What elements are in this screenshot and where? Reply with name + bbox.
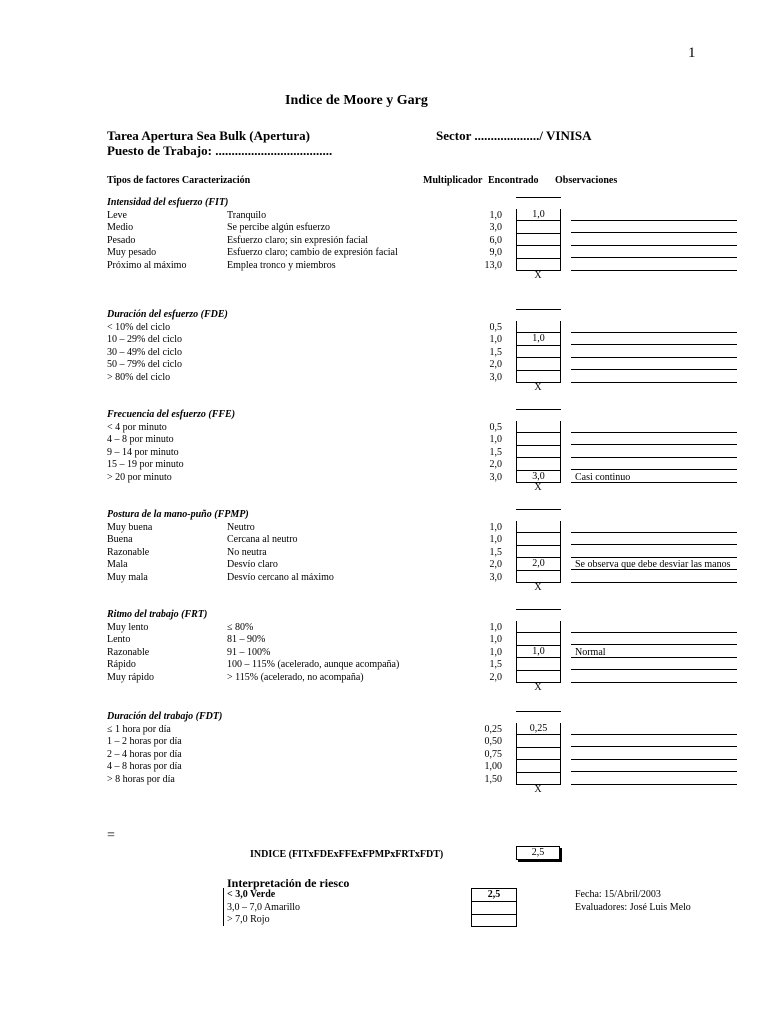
observation-line[interactable] <box>571 682 737 683</box>
section-title: Frecuencia del esfuerzo (FFE) <box>107 409 236 420</box>
factor-description: 81 – 90% <box>227 634 266 646</box>
observation-line[interactable] <box>571 382 737 383</box>
observation-line[interactable] <box>571 357 737 358</box>
observation-line[interactable] <box>571 532 737 533</box>
multiplier-value: 1,5 <box>489 659 502 671</box>
factor-description: Desvío cercano al máximo <box>227 571 334 583</box>
multiply-x-mark: X <box>534 582 542 593</box>
factor-label: Muy lento <box>107 622 149 633</box>
multiplier-value: 1,0 <box>489 334 502 346</box>
multiply-x-mark: X <box>534 784 542 795</box>
page-title: Indice de Moore y Garg <box>285 93 428 108</box>
multiplier-value: 3,0 <box>489 471 502 483</box>
multiplier-value: 0,75 <box>484 748 502 760</box>
found-cell[interactable] <box>516 646 561 658</box>
observation-line[interactable] <box>571 734 737 735</box>
multiplier-value: 0,5 <box>489 322 502 333</box>
multiplier-value: 1,00 <box>484 761 502 773</box>
observation-line[interactable] <box>571 746 737 747</box>
factor-description: Neutro <box>227 522 255 533</box>
found-cell[interactable] <box>516 658 561 670</box>
multiplier-value: 1,5 <box>489 446 502 458</box>
multiplier-value: 2,0 <box>489 559 502 571</box>
risk-value: 2,5 <box>472 889 516 902</box>
observation-line[interactable] <box>571 557 737 558</box>
observation-line[interactable] <box>571 432 737 433</box>
found-box-top <box>516 609 561 610</box>
multiplier-value: 1,0 <box>489 522 502 533</box>
column-header-multiplier: Multiplicador <box>423 175 483 186</box>
found-cell[interactable] <box>516 433 561 445</box>
found-cell[interactable] <box>516 221 561 233</box>
multiplier-value: 1,50 <box>484 773 502 785</box>
observation-line[interactable] <box>571 270 737 271</box>
factor-description: Esfuerzo claro; cambio de expresión facial <box>227 247 398 259</box>
factor-label: Lento <box>107 634 131 646</box>
found-value: 3,0 <box>532 470 545 482</box>
factor-label: 50 – 79% del ciclo <box>107 359 182 371</box>
multiplier-value: 3,0 <box>489 222 502 234</box>
multiplier-value: 1,0 <box>489 634 502 646</box>
index-value: 2,5 <box>531 847 545 858</box>
factor-label: ≤ 1 hora por día <box>107 724 171 735</box>
factor-description: Cercana al neutro <box>227 534 298 546</box>
factor-label: > 8 horas por día <box>107 773 175 785</box>
observation-line[interactable] <box>571 582 737 583</box>
factor-description: Se percibe algún esfuerzo <box>227 222 331 234</box>
factor-label: > 80% del ciclo <box>107 371 171 383</box>
factor-label: 4 – 8 horas por día <box>107 761 182 773</box>
observation-line[interactable] <box>571 369 737 370</box>
factor-label: 4 – 8 por minuto <box>107 434 174 446</box>
risk-level-green: < 3,0 Verde <box>227 889 276 900</box>
found-cell[interactable] <box>516 421 561 433</box>
found-cell[interactable] <box>516 533 561 545</box>
multiplier-value: 0,5 <box>489 422 502 433</box>
multiply-x-mark: X <box>534 382 542 393</box>
factor-description: Esfuerzo claro; sin expresión facial <box>227 234 369 246</box>
multiply-x-mark: X <box>534 482 542 493</box>
section-title: Duración del esfuerzo (FDE) <box>107 309 228 320</box>
multiplier-value: 1,5 <box>489 546 502 558</box>
multiplier-value: 0,25 <box>484 724 502 735</box>
section-title: Ritmo del trabajo (FRT) <box>107 609 208 620</box>
risk-value-empty-1 <box>472 902 516 915</box>
found-cell[interactable] <box>516 333 561 345</box>
found-box-top <box>516 711 561 712</box>
found-cell[interactable] <box>516 621 561 633</box>
observation-line[interactable] <box>571 245 737 246</box>
factor-label: Mala <box>107 559 128 571</box>
found-cell[interactable] <box>516 321 561 333</box>
multiplier-value: 1,5 <box>489 346 502 358</box>
factor-label: Leve <box>107 210 127 221</box>
multiplier-value: 2,0 <box>489 671 502 683</box>
factor-label: 1 – 2 horas por día <box>107 736 182 748</box>
factor-label: 10 – 29% del ciclo <box>107 334 182 346</box>
found-cell[interactable] <box>516 735 561 747</box>
observation-line[interactable] <box>571 332 737 333</box>
factor-description: Tranquilo <box>227 210 267 221</box>
multiplier-value: 3,0 <box>489 371 502 383</box>
equals-sign: = <box>107 828 115 843</box>
factor-description: > 115% (acelerado, no acompaña) <box>227 671 364 683</box>
observation-text: Se observa que debe desviar las manos <box>575 559 731 571</box>
factor-label: 15 – 19 por minuto <box>107 459 184 471</box>
found-cell[interactable] <box>516 346 561 358</box>
factor-label: 9 – 14 por minuto <box>107 446 179 458</box>
found-cell[interactable] <box>516 760 561 772</box>
factor-label: < 10% del ciclo <box>107 322 171 333</box>
multiplier-value: 1,0 <box>489 622 502 633</box>
multiplier-value: 3,0 <box>489 571 502 583</box>
found-cell[interactable] <box>516 458 561 470</box>
observation-text: Normal <box>575 646 606 658</box>
sector: Sector ..................../ VINISA <box>436 128 592 143</box>
observation-line[interactable] <box>571 444 737 445</box>
risk-level-yellow: 3,0 – 7,0 Amarillo <box>227 902 301 913</box>
found-cell[interactable] <box>516 209 561 221</box>
observation-line[interactable] <box>571 759 737 760</box>
risk-title: Interpretación de riesco <box>227 876 350 890</box>
observation-text: Casi continuo <box>575 471 631 483</box>
found-value: 2,0 <box>532 558 545 570</box>
factor-label: Muy buena <box>107 522 153 533</box>
factor-description: Emplea tronco y miembros <box>227 259 336 271</box>
risk-level-red: > 7,0 Rojo <box>227 914 270 925</box>
observation-line[interactable] <box>571 220 737 221</box>
multiplier-value: 1,0 <box>489 434 502 446</box>
multiplier-value: 9,0 <box>489 247 502 259</box>
found-value: 1,0 <box>532 333 545 345</box>
factor-description: ≤ 80% <box>227 622 254 633</box>
observation-line[interactable] <box>571 669 737 670</box>
found-value: 1,0 <box>532 209 545 220</box>
found-cell[interactable] <box>516 723 561 735</box>
found-box-top <box>516 509 561 510</box>
found-cell[interactable] <box>516 633 561 645</box>
observation-line[interactable] <box>571 257 737 258</box>
observation-line[interactable] <box>571 644 737 645</box>
factor-label: Muy mala <box>107 571 148 583</box>
column-header-observations: Observaciones <box>555 175 618 186</box>
observation-line[interactable] <box>571 457 737 458</box>
multiplier-value: 1,0 <box>489 210 502 221</box>
found-cell[interactable] <box>516 546 561 558</box>
factor-label: 2 – 4 horas por día <box>107 748 182 760</box>
factor-label: Pesado <box>107 234 136 246</box>
factor-label: < 4 por minuto <box>107 422 167 433</box>
index-label: INDICE (FITxFDExFFExFPMPxFRTxFDT) <box>250 849 444 860</box>
factor-label: > 20 por minuto <box>107 471 172 483</box>
found-box-top <box>516 309 561 310</box>
factor-label: Razonable <box>107 646 150 658</box>
factor-label: Rápido <box>107 659 136 671</box>
factor-description: No neutra <box>227 546 267 558</box>
page-number: 1 <box>688 45 696 61</box>
observation-line[interactable] <box>571 784 737 785</box>
observation-line[interactable] <box>571 469 737 470</box>
multiplier-value: 2,0 <box>489 359 502 371</box>
found-cell[interactable] <box>516 234 561 246</box>
workstation: Puesto de Trabajo: .................................... <box>107 143 333 158</box>
found-box-top <box>516 197 561 198</box>
risk-value-table <box>471 888 517 927</box>
observation-line[interactable] <box>571 344 737 345</box>
observation-line[interactable] <box>571 544 737 545</box>
found-cell[interactable] <box>516 358 561 370</box>
found-cell[interactable] <box>516 446 561 458</box>
multiplier-value: 2,0 <box>489 459 502 471</box>
observation-line[interactable] <box>571 632 737 633</box>
found-value: 1,0 <box>532 645 545 657</box>
section-title: Postura de la mano-puño (FPMP) <box>107 509 249 520</box>
evaluation-date: Fecha: 15/Abril/2003 <box>575 889 661 900</box>
factor-description: Desvío claro <box>227 559 278 571</box>
multiply-x-mark: X <box>534 270 542 281</box>
column-header-found: Encontrado <box>488 175 539 186</box>
factor-label: Buena <box>107 534 133 546</box>
factor-label: Muy pesado <box>107 247 157 259</box>
factor-label: Razonable <box>107 546 150 558</box>
factor-label: Muy rápido <box>107 671 154 683</box>
factor-description: 91 – 100% <box>227 646 271 658</box>
factor-label: Medio <box>107 222 134 234</box>
multiplier-value: 1,0 <box>489 534 502 546</box>
multiply-x-mark: X <box>534 682 542 693</box>
observation-line[interactable] <box>571 771 737 772</box>
multiplier-value: 6,0 <box>489 234 502 246</box>
found-cell[interactable] <box>516 558 561 570</box>
found-cell[interactable] <box>516 748 561 760</box>
task-name: Tarea Apertura Sea Bulk (Apertura) <box>107 128 310 143</box>
multiplier-value: 0,50 <box>484 736 502 748</box>
risk-bracket <box>223 888 224 926</box>
section-title: Duración del trabajo (FDT) <box>107 711 223 722</box>
factor-label: 30 – 49% del ciclo <box>107 346 182 358</box>
multiplier-value: 13,0 <box>484 259 502 271</box>
column-header-types: Tipos de factores Caracterización <box>107 175 251 186</box>
multiplier-value: 1,0 <box>489 646 502 658</box>
index-value-box <box>516 846 560 860</box>
observation-line[interactable] <box>571 232 737 233</box>
section-title: Intensidad del esfuerzo (FIT) <box>107 197 229 208</box>
factor-description: 100 – 115% (acelerado, aunque acompaña) <box>227 659 400 671</box>
evaluators: Evaluadores: José Luis Melo <box>575 902 691 913</box>
found-cell[interactable] <box>516 521 561 533</box>
found-cell[interactable] <box>516 246 561 258</box>
found-value: 0,25 <box>529 723 548 734</box>
factor-label: Próximo al máximo <box>107 259 187 271</box>
found-box-top <box>516 409 561 410</box>
